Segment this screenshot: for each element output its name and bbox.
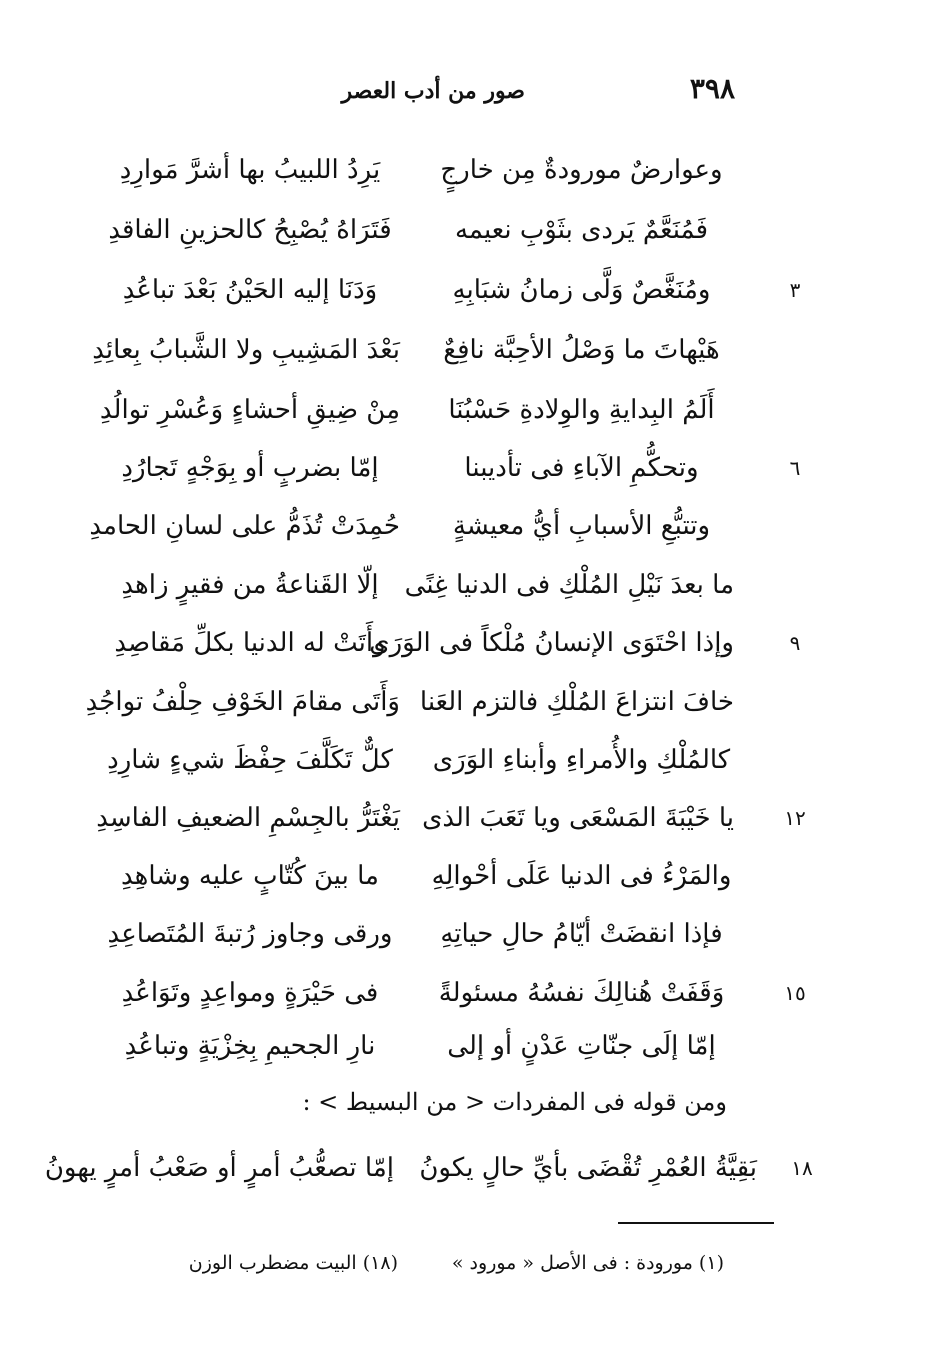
verse-line bbox=[0, 788, 932, 848]
running-title: صور من أدب العصر bbox=[341, 78, 525, 104]
verse-second-hemistich: وَدَنَا إليه الحَيْنُ بَعْدَ تباعُدِ bbox=[122, 275, 378, 305]
verse-second-hemistich: بَعْدَ المَشِيبِ ولا الشَّبابُ بِعائِدِ bbox=[92, 335, 400, 365]
verse-second-hemistich: إمّا بضربٍ أو بِوَجْهٍ تَجارُدِ bbox=[121, 453, 379, 483]
verse-first-hemistich: والمَرْءُ فى الدنيا عَلَى أحْوالِهِ bbox=[431, 861, 732, 891]
single-verse bbox=[0, 1138, 932, 1198]
verse-first-hemistich: ما بعدَ نَيْلِ المُلْكِ فى الدنيا غِنًى bbox=[404, 570, 734, 600]
verse-line bbox=[0, 613, 932, 673]
verse-first-hemistich: فَمُنَعَّمٌ يَردى بثَوْبِ نعيمه bbox=[454, 215, 709, 245]
verse-number: ٩ bbox=[789, 631, 801, 655]
verse-number: ١٥ bbox=[784, 981, 806, 1005]
verse-second-hemistich: حُمِدَتْ تُذَمُّ على لسانِ الحامدِ bbox=[89, 511, 400, 541]
verse-first-hemistich: كالمُلْكِ والأُمراءِ وأبناءِ الوَرَى bbox=[432, 745, 731, 775]
verse-first-hemistich: إمّا إلَى جنّاتِ عَدْنٍ أو إلى bbox=[447, 1031, 716, 1061]
verse-line bbox=[0, 380, 932, 440]
footnote-divider bbox=[618, 1222, 774, 1224]
section-intro: ومن قوله فى المفردات < من البسيط > : bbox=[302, 1088, 727, 1116]
verse-number: ١٨ bbox=[791, 1156, 813, 1180]
verse-second-hemistich: ما بينَ كُتّابٍ عليه وشاهِدِ bbox=[121, 861, 379, 891]
verse-first-hemistich: خافَ انتزاعَ المُلْكِ فالتزم العَنا bbox=[419, 687, 734, 717]
verse-line bbox=[0, 260, 932, 320]
verse-first-hemistich: هَيْهاتَ ما وَصْلُ الأحِبَّة نافِعٌ bbox=[443, 335, 720, 365]
verse-second-hemistich: وَأَتَى مقامَ الخَوْفِ حِلْفُ تواجُدِ bbox=[85, 687, 400, 717]
verse-line bbox=[0, 140, 932, 200]
verse-second-hemistich: مِنْ ضِيقِ أحشاءٍ وَعُسْرِ توالُدِ bbox=[99, 395, 400, 425]
verse-second-hemistich: إمّا تصعُّبُ أمرٍ أو صَعْبُ أمرٍ يهونُ bbox=[44, 1153, 394, 1183]
verse-line bbox=[0, 846, 932, 906]
verse-line bbox=[0, 1016, 932, 1076]
verse-second-hemistich: يَغْتَرُّ بالجِسْمِ الضعيفِ الفاسِدِ bbox=[96, 803, 400, 833]
verse-second-hemistich: نارِ الجحيمِ بِخِزْيَةٍ وتباعُدِ bbox=[124, 1031, 376, 1061]
verse-second-hemistich: فَتَرَاهُ يُصْبِحُ كالحزينِ الفاقدِ bbox=[108, 215, 392, 245]
verse-first-hemistich: ومُنَغَّصٌ وَلَّى زمانُ شبَابِهِ bbox=[452, 275, 711, 305]
verse-second-hemistich: ورقى وجاوز رُتبةَ المُتَصاعِدِ bbox=[107, 919, 393, 949]
verse-first-hemistich: أَلَمُ البِدايةِ والوِلادةِ حَسْبُنَا bbox=[448, 395, 715, 425]
verse-first-hemistich: وتحكُّمِ الآباءِ فى تأديبنا bbox=[464, 453, 699, 483]
verse-number: ٣ bbox=[789, 278, 801, 302]
verse-line bbox=[0, 496, 932, 556]
verse-line bbox=[0, 963, 932, 1023]
verse-number: ٦ bbox=[789, 456, 801, 480]
verse-line bbox=[0, 320, 932, 380]
verse-line bbox=[0, 904, 932, 964]
verse-first-hemistich: بَقِيَّةُ العُمْرِ تُقْضَى بأيِّ حالٍ يكونُ bbox=[419, 1153, 757, 1183]
verse-second-hemistich: إلّا القَناعةُ من فقيرٍ زاهدِ bbox=[121, 570, 379, 600]
verse-line bbox=[0, 672, 932, 732]
verse-first-hemistich: وإذا احْتَوَى الإنسانُ مُلْكاً فى الوَرَى bbox=[369, 628, 734, 658]
verse-first-hemistich: يا خَيْبَةَ المَسْعَى ويا تَعَبَ الذى bbox=[422, 803, 734, 833]
verse-first-hemistich: وعوارضٌ مورودةٌ مِن خارجٍ bbox=[440, 155, 723, 185]
verse-line bbox=[0, 555, 932, 615]
verse-second-hemistich: فى حَيْرَةٍ ومواعِدٍ وتَوَاعُدِ bbox=[121, 978, 379, 1008]
verse-line bbox=[0, 200, 932, 260]
footnote: (١٨) البيت مضطرب الوزن bbox=[188, 1252, 398, 1274]
verse-second-hemistich: يَرِدُ اللبيبُ بها أشرَّ مَوارِدِ bbox=[119, 155, 381, 185]
verse-line bbox=[0, 730, 932, 790]
verse-second-hemistich: كلٌّ تَكَلَّفَ حِفْظَ شيءٍ شارِدِ bbox=[107, 745, 393, 775]
verse-line bbox=[0, 438, 932, 498]
page-number: ٣٩٨ bbox=[689, 72, 735, 105]
verse-number: ١٢ bbox=[784, 806, 806, 830]
verse-first-hemistich: وَقَفَتْ هُنالِكَ نفسُهُ مسئولةً bbox=[438, 978, 725, 1008]
footnote: (١) مورودة : فى الأصل « مورود » bbox=[451, 1252, 724, 1274]
verse-second-hemistich: وأَتَتْ له الدنيا بكلِّ مَقاصِدِ bbox=[114, 628, 386, 658]
verse-first-hemistich: فإذا انقضَتْ أيّامُ حالِ حياتِهِ bbox=[440, 919, 723, 949]
page-header bbox=[340, 72, 735, 116]
verse-first-hemistich: وتتبُّعِ الأسبابِ أيُّ معيشةٍ bbox=[452, 511, 711, 541]
